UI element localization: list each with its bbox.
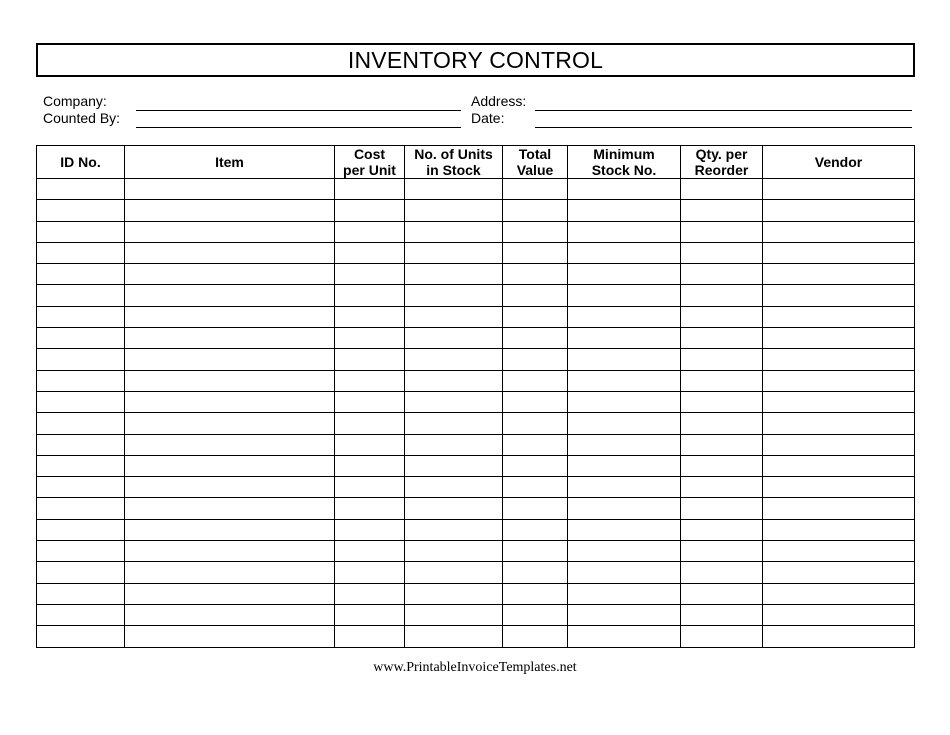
cell-minimum[interactable] [568,434,681,455]
cell-qty[interactable] [681,242,763,263]
cell-item[interactable] [125,306,335,327]
cell-units[interactable] [405,200,503,221]
cell-qty[interactable] [681,306,763,327]
cell-total[interactable] [503,541,568,562]
cell-item[interactable] [125,221,335,242]
cell-id[interactable] [37,562,125,583]
cell-units[interactable] [405,242,503,263]
cell-minimum[interactable] [568,519,681,540]
column-header-id: ID No. [37,146,125,179]
table-row [37,604,915,625]
cell-id[interactable] [37,200,125,221]
cell-item[interactable] [125,562,335,583]
column-header-minimum: Minimum Stock No. [568,146,681,179]
cell-total[interactable] [503,477,568,498]
cell-id[interactable] [37,264,125,285]
cell-total[interactable] [503,391,568,412]
cell-vendor[interactable] [763,391,915,412]
cell-units[interactable] [405,328,503,349]
cell-vendor[interactable] [763,604,915,625]
cell-total[interactable] [503,306,568,327]
cell-qty[interactable] [681,604,763,625]
cell-qty[interactable] [681,349,763,370]
cell-total[interactable] [503,498,568,519]
table-row [37,370,915,391]
table-row [37,328,915,349]
cell-vendor[interactable] [763,519,915,540]
cell-item[interactable] [125,434,335,455]
cell-minimum[interactable] [568,328,681,349]
cell-units[interactable] [405,541,503,562]
cell-id[interactable] [37,306,125,327]
address-field[interactable] [535,110,912,111]
cell-cost[interactable] [335,221,405,242]
table-row [37,455,915,476]
cell-vendor[interactable] [763,455,915,476]
column-header-units: No. of Units in Stock [405,146,503,179]
cell-cost[interactable] [335,498,405,519]
cell-qty[interactable] [681,562,763,583]
cell-id[interactable] [37,328,125,349]
cell-total[interactable] [503,264,568,285]
cell-total[interactable] [503,221,568,242]
cell-units[interactable] [405,264,503,285]
table-row [37,519,915,540]
cell-total[interactable] [503,562,568,583]
cell-cost[interactable] [335,179,405,200]
table-row [37,583,915,604]
cell-id[interactable] [37,583,125,604]
counted-by-field[interactable] [136,127,461,128]
cell-minimum[interactable] [568,285,681,306]
cell-vendor[interactable] [763,285,915,306]
column-header-vendor: Vendor [763,146,915,179]
cell-cost[interactable] [335,604,405,625]
cell-total[interactable] [503,179,568,200]
cell-item[interactable] [125,200,335,221]
cell-minimum[interactable] [568,242,681,263]
cell-item[interactable] [125,349,335,370]
cell-item[interactable] [125,413,335,434]
cell-item[interactable] [125,370,335,391]
cell-total[interactable] [503,328,568,349]
cell-id[interactable] [37,626,125,647]
cell-vendor[interactable] [763,349,915,370]
cell-qty[interactable] [681,541,763,562]
table-row [37,626,915,647]
cell-item[interactable] [125,328,335,349]
cell-id[interactable] [37,349,125,370]
cell-cost[interactable] [335,541,405,562]
cell-units[interactable] [405,477,503,498]
cell-item[interactable] [125,626,335,647]
date-field[interactable] [535,127,912,128]
cell-total[interactable] [503,370,568,391]
footer-url: www.PrintableInvoiceTemplates.net [373,660,577,675]
cell-qty[interactable] [681,583,763,604]
table-row [37,562,915,583]
cell-minimum[interactable] [568,541,681,562]
cell-vendor[interactable] [763,541,915,562]
column-header-item: Item [125,146,335,179]
cell-qty[interactable] [681,370,763,391]
cell-units[interactable] [405,583,503,604]
cell-id[interactable] [37,498,125,519]
cell-item[interactable] [125,519,335,540]
cell-qty[interactable] [681,328,763,349]
cell-total[interactable] [503,349,568,370]
cell-total[interactable] [503,604,568,625]
inventory-table [36,145,915,648]
cell-minimum[interactable] [568,413,681,434]
table-row [37,200,915,221]
cell-qty[interactable] [681,413,763,434]
cell-id[interactable] [37,370,125,391]
cell-units[interactable] [405,413,503,434]
cell-minimum[interactable] [568,179,681,200]
cell-units[interactable] [405,285,503,306]
cell-total[interactable] [503,434,568,455]
cell-cost[interactable] [335,285,405,306]
cell-vendor[interactable] [763,179,915,200]
cell-total[interactable] [503,413,568,434]
cell-units[interactable] [405,455,503,476]
company-field[interactable] [136,110,461,111]
cell-units[interactable] [405,349,503,370]
cell-qty[interactable] [681,391,763,412]
cell-minimum[interactable] [568,221,681,242]
cell-cost[interactable] [335,583,405,604]
cell-cost[interactable] [335,455,405,476]
cell-item[interactable] [125,455,335,476]
cell-qty[interactable] [681,434,763,455]
cell-item[interactable] [125,498,335,519]
table-row [37,498,915,519]
cell-units[interactable] [405,519,503,540]
cell-item[interactable] [125,583,335,604]
cell-vendor[interactable] [763,328,915,349]
cell-cost[interactable] [335,434,405,455]
cell-vendor[interactable] [763,434,915,455]
cell-qty[interactable] [681,477,763,498]
cell-cost[interactable] [335,200,405,221]
cell-units[interactable] [405,562,503,583]
cell-minimum[interactable] [568,200,681,221]
cell-id[interactable] [37,541,125,562]
cell-cost[interactable] [335,626,405,647]
date-label: Date: [471,110,505,126]
cell-vendor[interactable] [763,370,915,391]
cell-minimum[interactable] [568,370,681,391]
table-row [37,434,915,455]
cell-cost[interactable] [335,242,405,263]
cell-item[interactable] [125,541,335,562]
column-header-qty: Qty. per Reorder [681,146,763,179]
cell-qty[interactable] [681,519,763,540]
cell-item[interactable] [125,285,335,306]
cell-id[interactable] [37,391,125,412]
cell-minimum[interactable] [568,583,681,604]
cell-units[interactable] [405,370,503,391]
address-label: Address: [471,93,527,109]
cell-vendor[interactable] [763,221,915,242]
table-row [37,285,915,306]
cell-item[interactable] [125,391,335,412]
cell-vendor[interactable] [763,562,915,583]
cell-cost[interactable] [335,391,405,412]
cell-minimum[interactable] [568,477,681,498]
cell-qty[interactable] [681,264,763,285]
cell-vendor[interactable] [763,242,915,263]
cell-minimum[interactable] [568,626,681,647]
table-row [37,349,915,370]
table-row [37,541,915,562]
cell-item[interactable] [125,179,335,200]
cell-minimum[interactable] [568,562,681,583]
cell-total[interactable] [503,285,568,306]
cell-minimum[interactable] [568,264,681,285]
cell-minimum[interactable] [568,604,681,625]
cell-qty[interactable] [681,498,763,519]
table-row [37,477,915,498]
cell-id[interactable] [37,179,125,200]
cell-cost[interactable] [335,413,405,434]
cell-units[interactable] [405,221,503,242]
cell-vendor[interactable] [763,477,915,498]
cell-total[interactable] [503,626,568,647]
cell-cost[interactable] [335,519,405,540]
cell-minimum[interactable] [568,498,681,519]
cell-minimum[interactable] [568,306,681,327]
cell-units[interactable] [405,306,503,327]
cell-id[interactable] [37,519,125,540]
cell-minimum[interactable] [568,455,681,476]
cell-qty[interactable] [681,455,763,476]
cell-units[interactable] [405,626,503,647]
cell-qty[interactable] [681,285,763,306]
cell-id[interactable] [37,434,125,455]
cell-item[interactable] [125,264,335,285]
cell-vendor[interactable] [763,626,915,647]
cell-qty[interactable] [681,200,763,221]
cell-id[interactable] [37,242,125,263]
table-row [37,179,915,200]
table-row [37,221,915,242]
cell-vendor[interactable] [763,306,915,327]
table-header-row [37,146,915,179]
cell-cost[interactable] [335,477,405,498]
cell-units[interactable] [405,604,503,625]
cell-id[interactable] [37,604,125,625]
cell-qty[interactable] [681,626,763,647]
table-row [37,391,915,412]
cell-vendor[interactable] [763,498,915,519]
cell-total[interactable] [503,583,568,604]
counted-by-label: Counted By: [43,110,121,126]
cell-id[interactable] [37,413,125,434]
cell-qty[interactable] [681,221,763,242]
table-row [37,242,915,263]
table-row [37,264,915,285]
cell-vendor[interactable] [763,264,915,285]
cell-cost[interactable] [335,328,405,349]
cell-vendor[interactable] [763,583,915,604]
company-label: Company: [43,93,107,109]
cell-minimum[interactable] [568,349,681,370]
column-header-total: Total Value [503,146,568,179]
cell-total[interactable] [503,519,568,540]
cell-cost[interactable] [335,562,405,583]
cell-vendor[interactable] [763,413,915,434]
cell-units[interactable] [405,391,503,412]
cell-cost[interactable] [335,349,405,370]
table-row [37,306,915,327]
cell-total[interactable] [503,242,568,263]
cell-units[interactable] [405,498,503,519]
cell-units[interactable] [405,179,503,200]
cell-cost[interactable] [335,264,405,285]
cell-item[interactable] [125,242,335,263]
cell-id[interactable] [37,285,125,306]
cell-cost[interactable] [335,370,405,391]
cell-cost[interactable] [335,306,405,327]
cell-vendor[interactable] [763,200,915,221]
table-row [37,413,915,434]
cell-units[interactable] [405,434,503,455]
cell-total[interactable] [503,200,568,221]
cell-qty[interactable] [681,179,763,200]
cell-total[interactable] [503,455,568,476]
cell-minimum[interactable] [568,391,681,412]
cell-id[interactable] [37,477,125,498]
cell-id[interactable] [37,455,125,476]
cell-item[interactable] [125,477,335,498]
column-header-cost: Cost per Unit [335,146,405,179]
page-title: INVENTORY CONTROL [36,43,915,77]
cell-id[interactable] [37,221,125,242]
cell-item[interactable] [125,604,335,625]
